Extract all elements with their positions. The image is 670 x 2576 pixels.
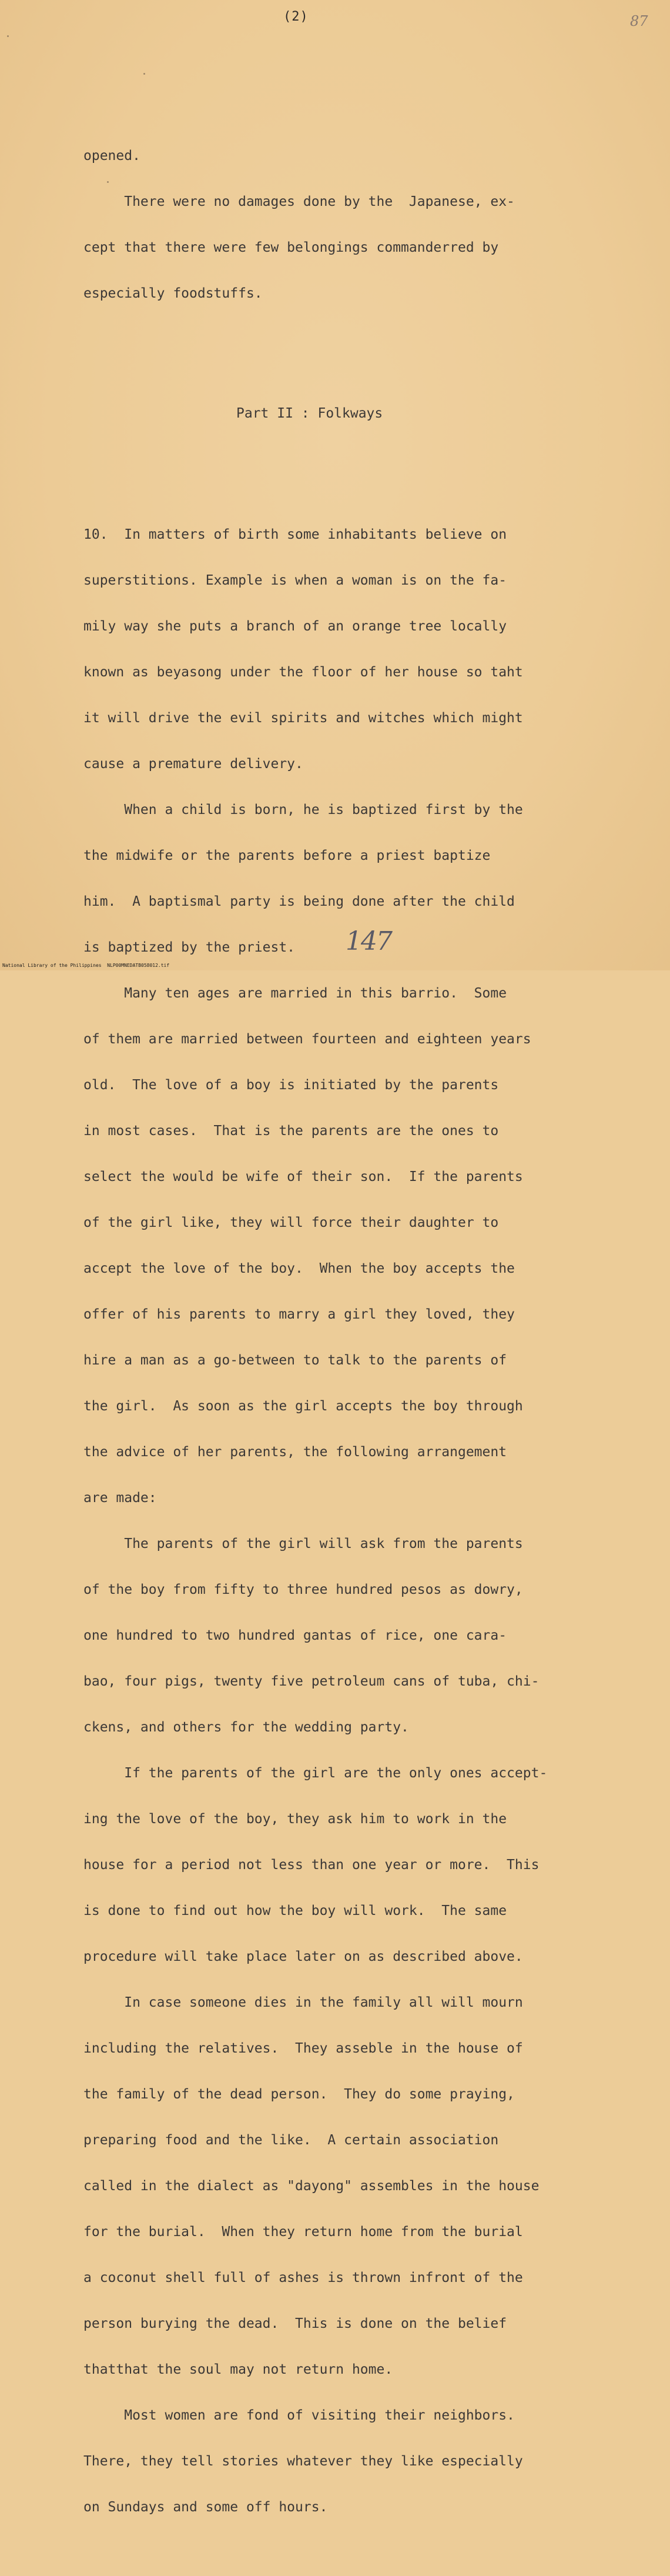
text-line: hire a man as a go-between to talk to the parents of: [83, 1353, 507, 1368]
text-line: known as beyasong under the floor of her house so taht: [83, 665, 523, 680]
text-line: is done to find out how the boy will work. The same: [83, 1903, 507, 1918]
page-number: (2): [283, 9, 309, 24]
text-line: cause a premature delivery.: [83, 756, 303, 772]
text-line: especially foodstuffs.: [83, 286, 263, 301]
footer-source: National Library of the Philippines: [2, 963, 102, 968]
text-line: old. The love of a boy is initiated by the parents: [83, 1077, 499, 1093]
text-line: thatthat the soul may not return home.: [83, 2362, 393, 2377]
text-line: of the girl like, they will force their daughter to: [83, 1215, 499, 1230]
text-line: house for a period not less than one year or more. This: [83, 1857, 540, 1873]
text-line: mily way she puts a branch of an orange tree locally: [83, 619, 507, 634]
text-line: superstitions. Example is when a woman is on the fa-: [83, 573, 507, 588]
text-line: including the relatives. They asseble in the house of: [83, 2041, 523, 2056]
text-line: If the parents of the girl are the only ones accept-: [83, 1766, 548, 1781]
text-line: in most cases. That is the parents are the ones to: [83, 1123, 499, 1139]
handwritten-number: 147: [346, 926, 391, 956]
part2-lines: [83, 496, 612, 2545]
text-line: cept that there were few belongings commanderred by: [83, 240, 499, 255]
text-line: 10. In matters of birth some inhabitants believe on: [83, 527, 507, 542]
ink-speck: [143, 73, 145, 75]
text-line: There, they tell stories whatever they like especially: [83, 2454, 523, 2469]
text-line: procedure will take place later on as described above.: [83, 1949, 523, 1964]
text-line: for the burial. When they return home from the burial: [83, 2224, 523, 2240]
text-line: preparing food and the like. A certain association: [83, 2133, 499, 2148]
text-line: bao, four pigs, twenty five petroleum cans of tuba, chi-: [83, 1674, 540, 1689]
text-line: on Sundays and some off hours.: [83, 2500, 328, 2515]
text-line: him. A baptismal party is being done after the child: [83, 894, 515, 909]
scan-footer: [2, 963, 169, 968]
part1-lines: [83, 118, 612, 332]
footer-filename: NLP00MNEDATB058012.tif: [107, 963, 170, 968]
text-line: are made:: [83, 1490, 157, 1506]
text-line: Most women are fond of visiting their neighbors.: [83, 2408, 515, 2423]
text-line: person burying the dead. This is done on the belief: [83, 2316, 507, 2331]
folio-number: 87: [630, 13, 648, 29]
typed-body: [83, 87, 612, 2576]
text-line: of them are married between fourteen and eighteen years: [83, 1032, 531, 1047]
text-line: a coconut shell full of ashes is thrown infront of the: [83, 2270, 523, 2285]
text-line: the family of the dead person. They do some praying,: [83, 2087, 515, 2102]
text-line: offer of his parents to marry a girl they loved, they: [83, 1307, 515, 1322]
text-line: There were no damages done by the Japanese, ex-: [83, 194, 515, 209]
text-line: The parents of the girl will ask from the parents: [83, 1536, 523, 1551]
text-line: select the would be wife of their son. If the parents: [83, 1169, 523, 1184]
text-line: is baptized by the priest.: [83, 940, 296, 955]
text-line: the advice of her parents, the following arrangement: [83, 1444, 507, 1460]
text-line: ing the love of the boy, they ask him to work in the: [83, 1811, 507, 1827]
text-line: In case someone dies in the family all will mourn: [83, 1995, 523, 2010]
text-line: When a child is born, he is baptized first by the: [83, 802, 523, 817]
text-line: opened.: [83, 148, 140, 163]
ink-speck: [7, 35, 9, 37]
text-line: the midwife or the parents before a priest baptize: [83, 848, 491, 863]
text-line: of the boy from fifty to three hundred pesos as dowry,: [83, 1582, 523, 1597]
text-line: the girl. As soon as the girl accepts the boy through: [83, 1399, 523, 1414]
text-line: called in the dialect as "dayong" assembles in the house: [83, 2178, 540, 2194]
text-line: Many ten ages are married in this barrio. Some: [83, 986, 507, 1001]
text-line: one hundred to two hundred gantas of rice, one cara-: [83, 1628, 507, 1643]
section-heading: Part II : Folkways: [236, 406, 383, 421]
text-line: accept the love of the boy. When the boy accepts the: [83, 1261, 515, 1276]
text-line: it will drive the evil spirits and witches which might: [83, 710, 523, 726]
text-line: ckens, and others for the wedding party.: [83, 1720, 409, 1735]
